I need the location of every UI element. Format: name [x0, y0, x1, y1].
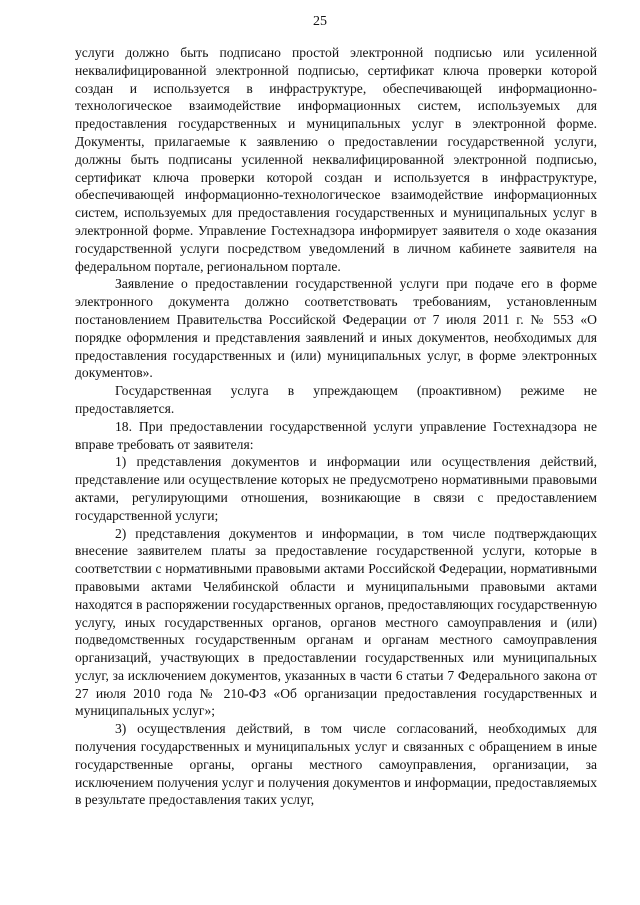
paragraph-signature-requirements: услуги должно быть подписано простой электронной подписью или усиленной неквалифицированной электронной подписью, сертификат ключа проверки которой создан и используется в инфраструктуре, обеспечивающей информационно-технологическое взаимодействие информационных систем, используемых для предоставления государственных и муниципальных услуг в электронной форме. Документы, прилагаемые к заявлению о предоставлении государственной услуги, должны быть подписаны усиленной неквалифицированной электронной подписью, сертификат ключа проверки которой создан и используется в инфраструктуре, обеспечивающей информационно-технологическое взаимодействие информационных систем, используемых для предоставления государственных и муниципальных услуг в электронной форме. Управление Гостехнадзора информирует заявителя о ходе оказания государственной услуги посредством уведомлений в личном кабинете заявителя на федеральном портале, региональном портале. [75, 45, 597, 274]
paragraph-subitem-1: 1) представления документов и информации или осуществления действий, представление или осуществление которых не предусмотрено нормативными правовыми актами, регулирующими отношения, возникающие в связи с предоставлением государственной услуги; [75, 454, 597, 523]
page-number: 25 [313, 14, 327, 29]
paragraph-electronic-application: Заявление о предоставлении государственной услуги при подаче его в форме электронного документа должно соответствовать требованиям, установленным постановлением Правительства Российской Федерации от 7 июля 2011 г. № 553 «О порядке оформления и представления заявлений и иных документов, необходимых для предоставления государственных и (или) муниципальных услуг, в форме электронных документов». [75, 276, 597, 381]
paragraph-item-18: 18. При предоставлении государственной услуги управление Гостехнадзора не вправе требовать от заявителя: [75, 418, 597, 452]
document-body [75, 44, 597, 809]
paragraph-subitem-2: 2) представления документов и информации, в том числе подтверждающих внесение заявителем платы за предоставление государственной услуги, которые в соответствии с нормативными правовыми актами Российской Федерации, нормативными правовыми актами Челябинской области и муниципальными правовыми актами находятся в распоряжении государственных органов, предоставляющих государственную услугу, иных государственных органов, органов местного самоуправления и (или) подведомственных государственным органам и органам местного самоуправления организаций, участвующих в предоставлении государственных или муниципальных услуг, за исключением документов, указанных в части 6 статьи 7 Федерального закона от 27 июля 2010 года № 210-ФЗ «Об организации предоставления государственных и муниципальных услуг»; [75, 525, 597, 719]
paragraph-proactive-mode: Государственная услуга в упреждающем (проактивном) режиме не предоставляется. [75, 383, 597, 416]
paragraph-subitem-3: 3) осуществления действий, в том числе согласований, необходимых для получения государственных и муниципальных услуг и связанных с обращением в иные государственные органы, органы местного самоуправления, организации, за исключением получения услуг и получения документов и информации, предоставляемых в результате предоставления таких услуг, [75, 721, 597, 808]
